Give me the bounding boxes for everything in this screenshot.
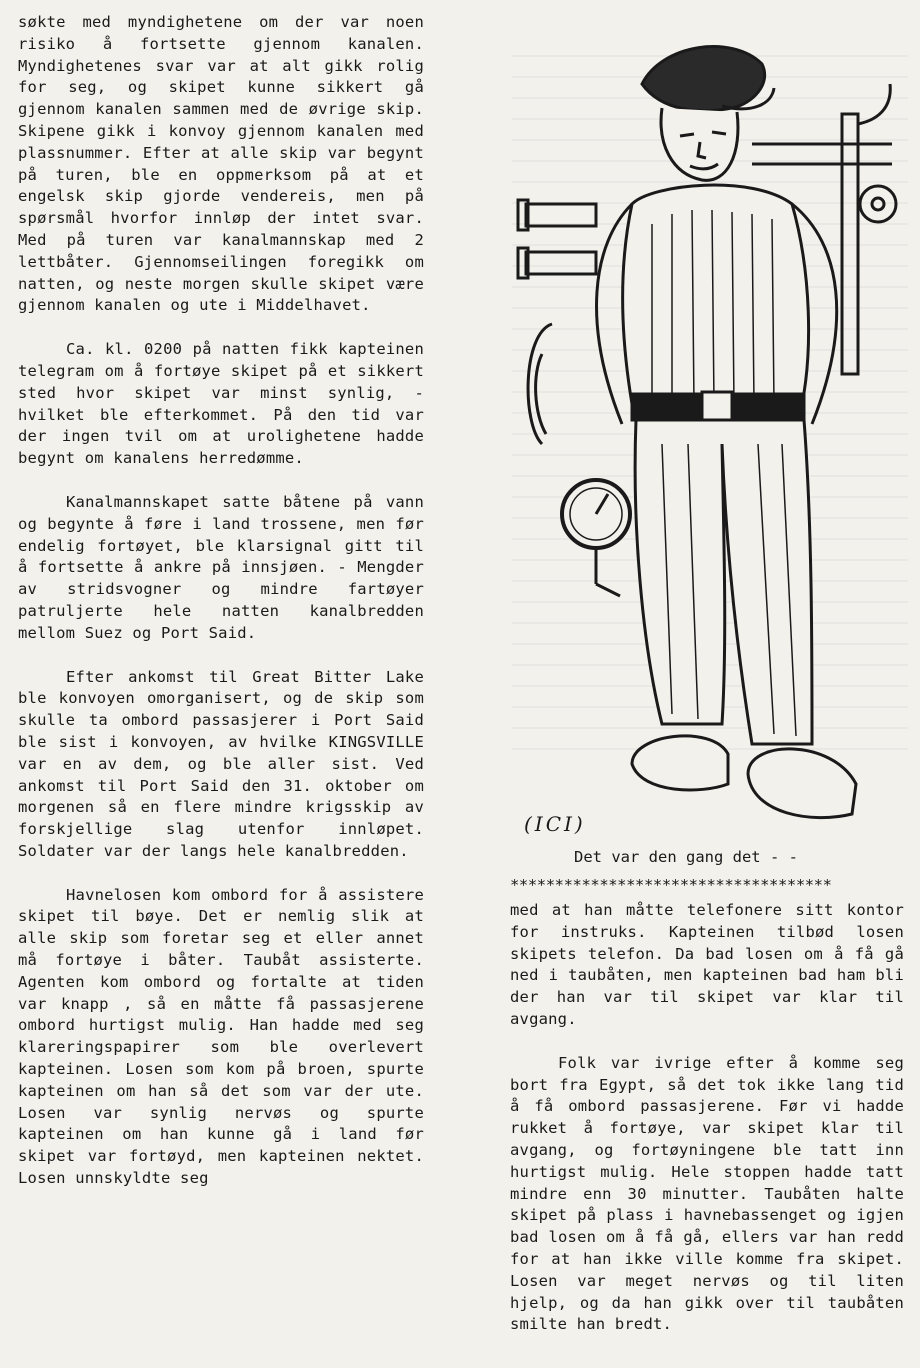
- sailor-figure: [597, 47, 856, 818]
- illustration-caption: Det var den gang det - -: [574, 848, 798, 866]
- left-text-column: [18, 12, 424, 1212]
- illustration-signature: (ICI): [524, 812, 586, 836]
- separator-line: ************************************: [510, 876, 832, 894]
- paragraph: Havnelosen kom ombord for å assistere skipet til bøye. Det er nemlig slik at alle skip som foretar seg et eller annet må fortøye i båter. Taubåt assisterte. Agenten kom ombord og fortalte at tiden var knapp , så en måtte få passasjerene ombord hurtigst mulig. Han hadde med seg klareringspapirer som ble overlevert kapteinen. Losen som kom på broen, spurte kapteinen om han så det som var der ute. Losen var synlig nervøs og spurte kapteinen om han kunne gå i land før skipet var fortøyd, men kapteinen nektet. Losen unnskyldte seg: [18, 885, 424, 1188]
- right-text-column: [510, 900, 904, 1358]
- paragraph: Folk var ivrige efter å komme seg bort fra Egypt, så det tok ikke lang tid å få ombord passasjerene. Før vi hadde rukket å fortøye, var skipet klar til avgang, og fortøyningene ble tatt inn hurtigst mulig. Hele stoppen hadde tatt mindre enn 30 minutter. Taubåten halte skipet på plass i havnebassenget og igjen bad losen om å få gå, ellers var han redd for at han ikke ville komme fra skipet. Losen var meget nervøs og til liten hjelp, og da han gikk over til taubåten smilte han bredt.: [510, 1053, 904, 1334]
- paragraph: Kanalmannskapet satte båtene på vann og begynte å føre i land trossene, men før endelig fortøyet, ble klarsignal gitt til å fortsette å ankre på innsjøen. - Mengder av stridsvogner og mindre fartøyer patruljerte hele natten kanalbredden mellom Suez og Port Said.: [18, 492, 424, 642]
- paragraph: med at han måtte telefonere sitt kontor for instruks. Kapteinen tilbød losen skipets telefon. Da bad losen om å få gå ned i taubåten, men kapteinen bad ham bli der han var til skipet var klar til avgang.: [510, 901, 904, 1028]
- paragraph: Ca. kl. 0200 på natten fikk kapteinen telegram om å fortøye skipet på et sikkert sted hvor skipet var minst synlig, - hvilket ble efterkommet. På den tid var der ingen tvil om at urolighetene hadde begynt om kanalens herredømme.: [18, 340, 424, 468]
- paragraph: søkte med myndighetene om der var noen risiko å fortsette gjennom kanalen. Myndighetenes svar var at alt gikk rolig for seg, og skipet kunne sikkert gå gjennom kanalen sammen med de øvrige skip. Skipene gikk i konvoy gjennom kanalen med plassnummer. Efter at alle skip var begynt på turen, ble en oppmerksom på at et engelsk skip gjorde vendereis, men på spørsmål hvorfor innløp der intet svar. Med på turen var kanalmannskap med 2 lettbåter. Gjennomseilingen foregikk om natten, og neste morgen skulle skipet være gjennom kanalen og ute i Middelhavet.: [18, 13, 424, 315]
- paragraph: Efter ankomst til Great Bitter Lake ble konvoyen omorganisert, og de skip som skulle ta ombord passasjerer i Port Said ble sist i konvoyen, av hvilke KINGSVILLE var en av dem, og ble aller sist. Ved ankomst til Port Said den 31. oktober om morgenen så en flere mindre krigsskip av forskjellige slag utenfor innløpet. Soldater var der langs hele kanalbredden.: [18, 667, 424, 860]
- sailor-illustration: [512, 24, 916, 844]
- pressure-gauge: [562, 480, 630, 596]
